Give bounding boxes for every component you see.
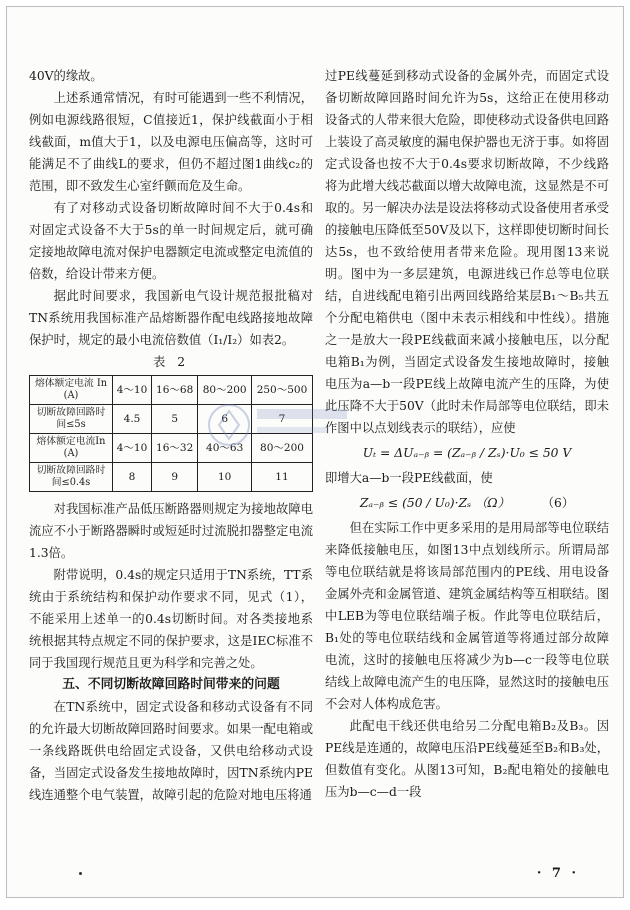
table-cell: 11 xyxy=(251,463,312,492)
table-cell: 4.5 xyxy=(113,405,152,434)
page-number: · 7 · xyxy=(536,866,579,881)
section-title: 五、不同切断故障回路时间带来的问题 xyxy=(62,677,280,692)
table-cell: 80～200 xyxy=(251,434,312,463)
left-column xyxy=(29,65,313,806)
document-page xyxy=(6,6,624,898)
table-header-cell: 切断故障回路时间≤5s xyxy=(30,405,113,434)
table-row xyxy=(30,376,313,405)
equation-number: （6） xyxy=(547,496,575,510)
table-cell: 40～63 xyxy=(198,434,252,463)
paragraph: 即增大a—b一段PE线截面，使 xyxy=(325,471,493,485)
table-cell: 9 xyxy=(152,463,198,492)
table-header-cell: 熔体额定电流In (A) xyxy=(30,434,113,463)
right-column xyxy=(325,65,609,803)
formula-expression: Zₐ₋ᵦ ≤ (50 / U₀)·Zₛ （Ω） xyxy=(359,496,510,510)
paragraph: 但在实际工作中更多采用的是用局部等电位联结来降低接触电压，如图13中点划线所示。所谓局部等电位联结就是将该局部范围内的PE线、用电设备金属外壳和金属管道、建筑金属结构等互相联结。图中LEB为等电位联结端子板。作此等电位联结后，B₁处的等电位联结线和金属管道等将通过部分故障电流，这时的接触电压将减少为b—c一段等电位联结线上故障电流产生的电压降，显然这时的接触电压不会对人体构成危害。 xyxy=(325,521,609,711)
table-header-cell: 切断故障回路时间≤0.4s xyxy=(30,463,113,492)
paragraph: 附带说明，0.4s的规定只适用于TN系统，TT系统由于系统结构和保护动作要求不同，见式（1），不能采用上述单一的0.4s切断时间。对各类接地系统根据其特点规定不同的保护要求，这是IEC标准不同于我国现行规范且更为科学和完善之处。 xyxy=(29,568,313,670)
table-cell: 16～32 xyxy=(152,434,198,463)
formula-touch-voltage: Uₜ = ΔUₐ₋ᵦ = (Zₐ₋ᵦ / Zₛ)·U₀ ≤ 50 V xyxy=(362,446,572,460)
table-cell: 5 xyxy=(152,405,198,434)
table-caption: 表 2 xyxy=(152,355,190,369)
paragraph: 上述系通常情况，有时可能遇到一些不利情况，例如电源线路很短，C值接近1，保护线截面小于相线截面，m值大于1，以及电源电压偏高等，这时可能满足不了曲线L的要求，但仍不超过图1曲线c₂的范围，即不致发生心室纤颤而危及生命。 xyxy=(29,91,313,193)
fuse-multiple-table xyxy=(29,375,313,492)
paragraph: 在TN系统中，固定式设备和移动式设备有不同的允许最大切断故障回路时间要求。如果一配电箱或一条线路既供电给固定式设备，又供电给移动式设备，当固定式设备发生接地故障时，因TN系统内PE线连通整个电气装置，故障引起的危险对地电压将通 xyxy=(29,700,313,802)
paragraph: 据此时间要求，我国新电气设计规范报批稿对TN系统用我国标准产品熔断器作配电线路接地故障保护时，规定的最小电流倍数值（I₁/I₂）如表2。 xyxy=(29,289,313,347)
paragraph: 对我国标准产品低压断路器则规定为接地故障电流应不小于断路器瞬时或短延时过流脱扣器整定电流1.3倍。 xyxy=(29,502,313,560)
table-cell: 4～10 xyxy=(113,434,152,463)
scan-dot xyxy=(79,872,82,875)
table-cell: 8 xyxy=(113,463,152,492)
table-row xyxy=(30,405,313,434)
table-cell: 6 xyxy=(198,405,252,434)
paragraph: 此配电干线还供电给另二分配电箱B₂及B₃。因PE线是连通的，故障电压沿PE线蔓延至B₂和B₃处，但数值有变化。从图13可知，B₂配电箱处的接触电压为b—c—d一段 xyxy=(325,719,609,799)
formula-impedance xyxy=(325,491,609,515)
paragraph: 有了对移动式设备切断故障时间不大于0.4s和对固定式设备不大于5s的单一时间规定后，就可确定接地故障电流对保护电器额定电流或整定电流值的倍数，给设计带来方便。 xyxy=(29,201,313,281)
table-cell: 80～200 xyxy=(198,376,252,405)
table-cell: 7 xyxy=(251,405,312,434)
table-row xyxy=(30,434,313,463)
table-cell: 16～68 xyxy=(152,376,198,405)
table-cell: 250～500 xyxy=(251,376,312,405)
table-cell: 4～10 xyxy=(113,376,152,405)
paragraph: 40V的缘故。 xyxy=(29,69,103,83)
table-row xyxy=(30,463,313,492)
table-cell: 10 xyxy=(198,463,252,492)
paragraph: 过PE线蔓延到移动式设备的金属外壳，而固定式设备切断故障回路时间允许为5s，这给正在使用移动设备式的人带来很大危险，即使移动式设备供电回路上装设了高灵敏度的漏电保护器也无济于事。如将固定式设备也按不大于0.4s要求切断故障，不少线路将为此增大线芯截面以增大故障电流，这显然是不可取的。另一解决办法是设法将移动式设备使用者承受的接触电压降低至50V及以下，这样即使切断时间长达5s，也不致给使用者带来危险。现用图13来说明。图中为一多层建筑，电源进线已作总等电位联结，自进线配电箱引出两回线路给某层B₁～B₅共五个分配电箱供电（图中未表示相线和中性线）。措施之一是放大一段PE线截面来减小接触电压，以分配电箱B₁为例，当固定式设备发生接地故障时，接触电压为a—b一段PE线上故障电流产生的压降，为使此压降不大于50V（此时未作局部等电位联结，即未作图中以点划线表示的联结），应使 xyxy=(325,69,609,435)
table-header-cell: 熔体额定电流 In (A) xyxy=(30,376,113,405)
